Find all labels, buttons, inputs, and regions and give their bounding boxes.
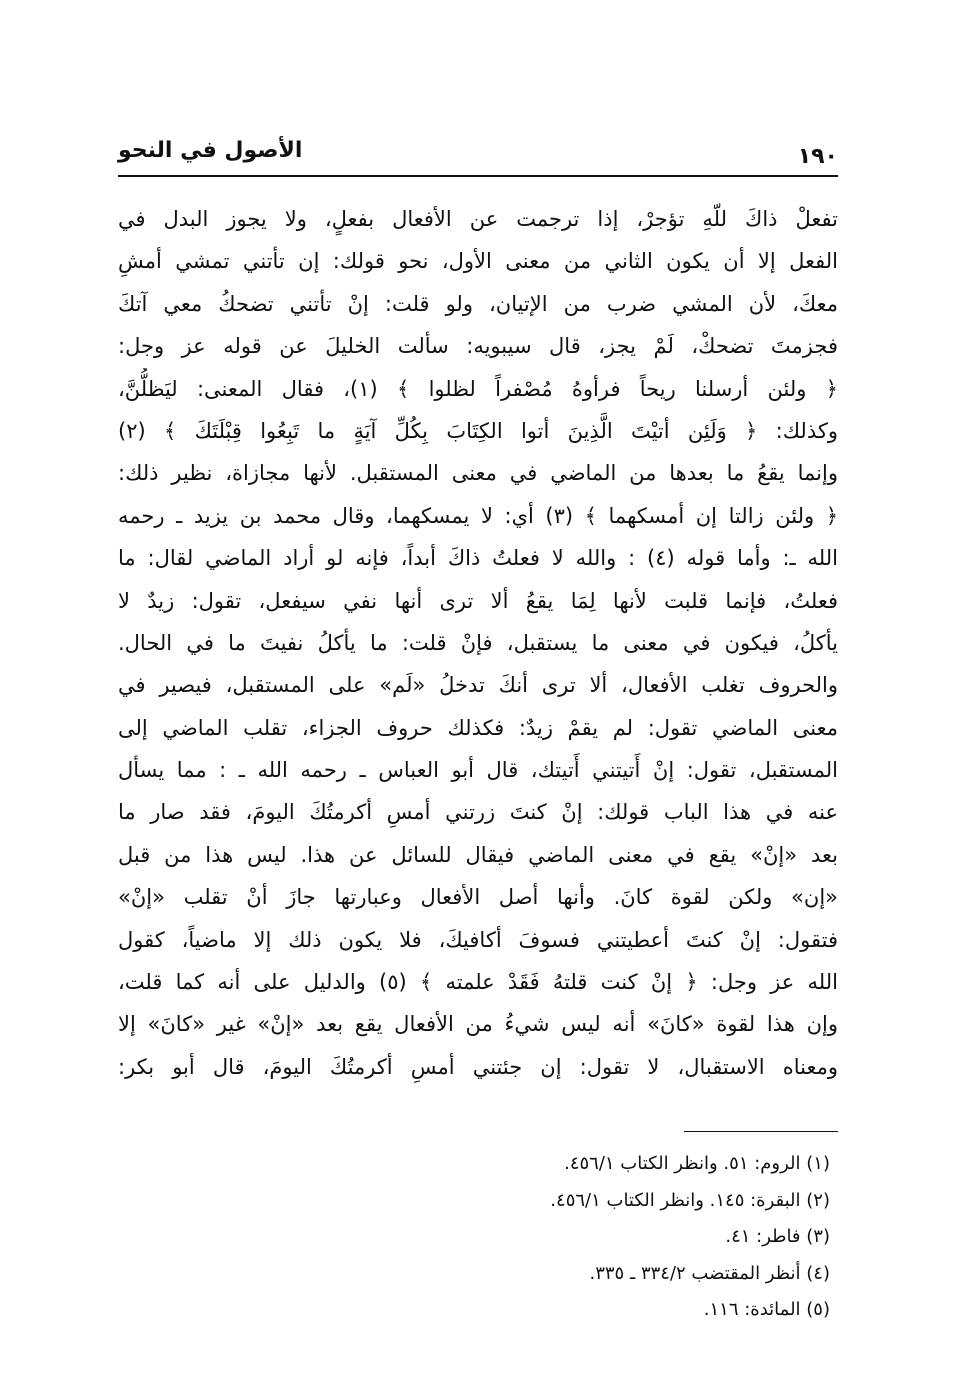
- footnotes: [300, 1146, 830, 1329]
- text-line: والحروف تغلب الأفعال، ألا ترى أنكَ تدخلُ «لَم» على المستقبل، فيصير في: [118, 673, 838, 698]
- footnote: (٤) أنظر المقتضب ٣٣٤/٢ ـ ٣٣٥.: [589, 1262, 830, 1284]
- text-line: فعلتُ، فإنما قلبت لأنها لِمَا يقعُ ألا ترى أنها نفي سيفعل، تقول: زيدٌ لا: [118, 588, 838, 613]
- text-line: وكذلك: ﴿ وَلَئِن أتيْتَ الَّذِينَ أتوا الكِتَابَ بِكُلِّ آيَةٍ ما تَبِعُوا قِبْلَتَكَ ﴾ (٢): [118, 418, 838, 443]
- text-line: الله ـ: وأما قوله (٤) : والله لا فعلتُ ذاكَ أبداً، فإنه لو أراد الماضي لقال: ما: [118, 546, 838, 571]
- text-line: بعد «إنْ» يقع في معنى الماضي فيقال للسائل عن هذا. ليس هذا من قبل: [118, 842, 838, 867]
- text-line: ﴿ ولئن أرسلنا ريحاً فرأوهُ مُصْفراً لظلوا ﴾ (١)، فقال المعنى: ليَظلُّنَّ،: [118, 376, 838, 401]
- page-header: [118, 136, 838, 176]
- text-line: فتقول: إنْ كنتَ أعطيتني فسوفَ أكافيكَ، فلا يكون ذلك إلا ماضياً، كقول: [118, 927, 838, 952]
- text-line: الفعل إلا أن يكون الثاني من معنى الأول، نحو قولك: إن تأتني تمشي أمشِ: [118, 249, 838, 274]
- header-rule: [118, 175, 838, 177]
- text-line: وإن هذا لقوة «كانَ» أنه ليس شيءُ من الأفعال يقع بعد «إنْ» غير «كانَ» إلا: [118, 1012, 838, 1037]
- footnote: (٥) المائدة: ١١٦.: [703, 1299, 830, 1320]
- text-line: ﴿ ولئن زالتا إن أمسكهما ﴾ (٣) أي: لا يمسكهما، وقال محمد بن يزيد ـ رحمه: [118, 503, 838, 528]
- text-line: عنه في هذا الباب قولك: إنْ كنتَ زرتني أمسِ أكرمتُكَ اليومَ، فقد صار ما: [118, 800, 838, 825]
- text-line: «إن» ولكن لقوة كانَ. وأنها أصل الأفعال وعبارتها جازَ أنْ تقلب «إنْ»: [118, 885, 838, 910]
- running-title: الأصول في النحو: [118, 138, 303, 163]
- text-line: ومعناه الاستقبال، لا تقول: إن جئتني أمسِ أكرمتُكَ اليومَ، قال أبو بكر:: [118, 1054, 838, 1079]
- footnote: (٣) فاطر: ٤١.: [725, 1226, 830, 1247]
- text-line: فجزمتَ تضحكْ، لَمْ يجز، قال سيبويه: سألت الخليلَ عن قوله عز وجل:: [118, 334, 838, 359]
- footnote: (١) الروم: ٥١. وانظر الكتاب ٤٥٦/١.: [564, 1153, 830, 1174]
- text-line: وإنما يقعُ ما بعدها من الماضي في معنى المستقبل. لأنها مجازاة، نظير ذلك:: [118, 461, 838, 486]
- body-text: [118, 198, 838, 1088]
- footnote: (٢) البقرة: ١٤٥. وانظر الكتاب ٤٥٦/١.: [550, 1189, 830, 1211]
- text-line: معكَ، لأن المشي ضرب من الإتيان، ولو قلت: إنْ تأتني تضحكُ معي آتكَ: [118, 291, 838, 316]
- footnote-rule: [684, 1131, 838, 1132]
- text-line: يأكلُ، فيكون في معنى ما يستقبل، فإنْ قلت: ما يأكلُ نفيتَ ما في الحال.: [118, 630, 838, 655]
- text-line: معنى الماضي تقول: لم يقمْ زيدٌ: فكذلك حروف الجزاء، تقلب الماضي إلى: [118, 715, 838, 740]
- text-line: تفعلْ ذاكَ للّهِ تؤجرْ، إذا ترجمت عن الأفعال بفعلٍ، ولا يجوز البدل في: [118, 207, 838, 231]
- text-line: المستقبل، تقول: إنْ أَتيتني أَتيتك، قال أبو العباس ـ رحمه الله ـ : مما يسأل: [118, 758, 838, 783]
- text-line: الله عز وجل: ﴿ إنْ كنت قلتهُ فَقَدْ علمته ﴾ (٥) والدليل على أنه كما قلت،: [118, 970, 838, 995]
- page-number: ١٩٠: [797, 144, 838, 169]
